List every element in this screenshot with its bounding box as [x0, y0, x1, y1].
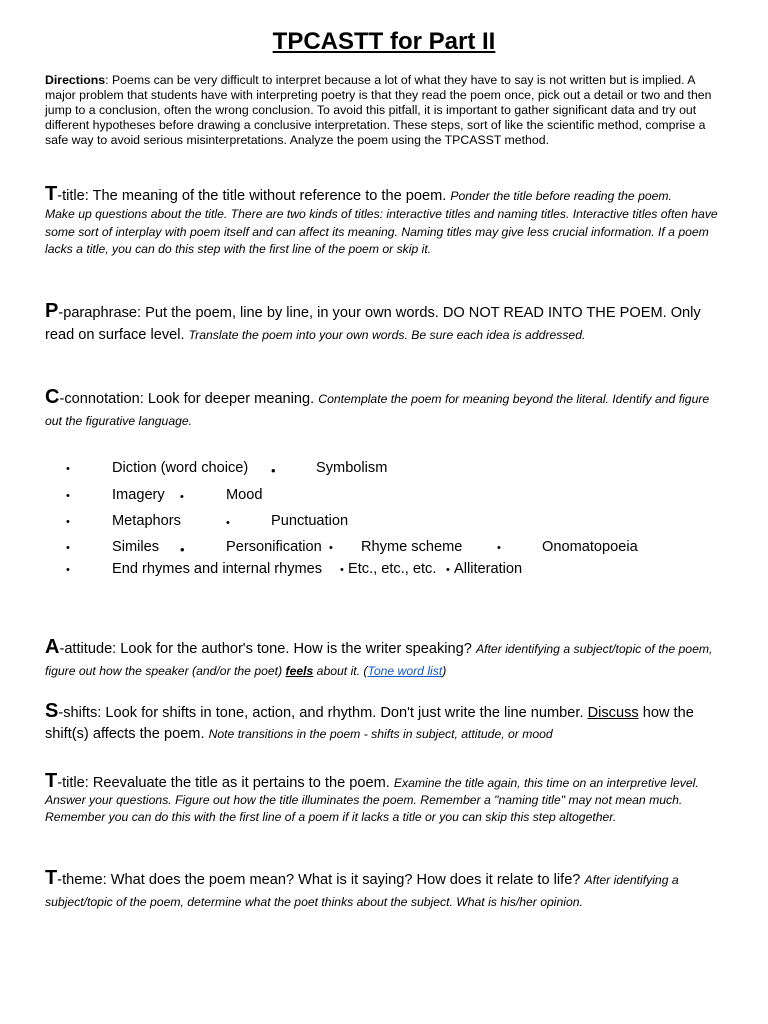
- bullet-icon: •: [180, 491, 184, 503]
- section-paraphrase-main: -paraphrase: Put the poem, line by line, in your own words. DO NOT READ INTO THE POEM. Only read on surface level.: [45, 305, 701, 343]
- section-attitude-main: -attitude: Look for the author's tone. How is the writer speaking?: [59, 641, 476, 657]
- section-attitude: [45, 636, 725, 682]
- section-connotation: [45, 386, 725, 432]
- bullet-icon: •: [66, 564, 70, 576]
- bullet-icon: •: [340, 564, 344, 576]
- section-paraphrase-letter: P: [45, 300, 59, 322]
- section-connotation-inline: Contemplate the poem for meaning beyond the literal. Identify and figure out the figurative language.: [45, 392, 710, 428]
- section-shifts-inline: Note transitions in the poem - shifts in subject, attitude, or mood: [208, 727, 553, 741]
- bullet-rhyme-scheme: Rhyme scheme: [361, 539, 463, 555]
- bullet-similes: Similes: [112, 539, 160, 555]
- section-attitude-heading: [45, 636, 725, 682]
- bullet-icon: •: [226, 517, 230, 529]
- bullet-icon: •: [66, 463, 70, 475]
- directions-label: Directions: [45, 73, 106, 87]
- section-connotation-letter: C: [45, 386, 60, 408]
- section-shifts-letter: S: [45, 700, 59, 722]
- section-title-revisit-main: -title: Reevaluate the title as it pertains to the poem.: [57, 775, 394, 791]
- tone-word-list-link[interactable]: Tone word list: [367, 664, 443, 678]
- section-paraphrase-inline: Translate the poem into your own words. Be sure each idea is addressed.: [188, 328, 586, 342]
- section-theme-main: -theme: What does the poem mean? What is it saying? How does it relate to life?: [57, 872, 585, 888]
- section-title-inline: Ponder the title before reading the poem.: [450, 189, 672, 203]
- bullet-icon: •: [66, 516, 70, 528]
- section-title-revisit-inline: Examine the title again, this time on an interpretive level.: [393, 776, 699, 790]
- bullet-punctuation: Punctuation: [271, 513, 349, 529]
- bullet-personification: Personification: [226, 539, 322, 555]
- bullet-imagery: Imagery: [112, 487, 165, 503]
- section-shifts: [45, 701, 725, 745]
- section-attitude-inline: After identifying a subject/topic of the poem, figure out how the speaker (and/or the poet): [45, 642, 713, 678]
- section-shifts-discuss: Discuss: [587, 705, 639, 721]
- bullet-icon: •: [66, 542, 70, 554]
- section-shifts-main: -shifts: Look for shifts in tone, action, and rhythm. Don't just write the line number.: [58, 705, 588, 721]
- section-shifts-main-2: how the shift(s) affects the poem.: [45, 705, 694, 742]
- section-theme-inline: After identifying a subject/topic of the poem, determine what the poet thinks about the subject. What is his/her opinion.: [45, 873, 679, 909]
- section-connotation-main: -connotation: Look for deeper meaning.: [59, 391, 319, 407]
- section-attitude-letter: A: [45, 636, 60, 658]
- bullet-icon: •: [329, 542, 333, 554]
- bullet-icon: •: [66, 490, 70, 502]
- section-theme-letter: T: [45, 867, 58, 889]
- section-title-heading: [45, 184, 725, 206]
- section-title-revisit-description: Answer your questions. Figure out how the title illuminates the poem. Remember a "naming title" may not mean much. Remember you can do this with the first line of a poem if it lacks a title or you can skip this step altogether.: [45, 793, 683, 824]
- bullet-diction: Diction (word choice): [112, 460, 249, 476]
- section-connotation-heading: [45, 386, 725, 432]
- directions-paragraph: [45, 73, 725, 148]
- page-title: TPCASTT for Part II: [272, 28, 496, 55]
- bullet-metaphors: Metaphors: [112, 513, 181, 529]
- bullet-alliteration: Alliteration: [454, 561, 523, 577]
- section-title-revisit-heading: [45, 772, 725, 792]
- section-theme-heading: [45, 867, 725, 913]
- section-title-revisit-letter: T: [45, 770, 58, 792]
- section-title-letter: T: [45, 183, 58, 205]
- bullet-icon: •: [271, 463, 276, 478]
- bullet-mood: Mood: [226, 487, 263, 503]
- section-title: [45, 184, 725, 259]
- section-attitude-inline-2: about it. (: [313, 664, 368, 678]
- bullet-icon: •: [180, 542, 185, 557]
- section-attitude-feels: feels: [285, 664, 314, 678]
- section-shifts-heading: [45, 701, 725, 745]
- bullet-symbolism: Symbolism: [316, 460, 388, 476]
- bullet-icon: •: [497, 542, 501, 554]
- bullet-etc: Etc., etc., etc.: [348, 561, 437, 577]
- section-title-main: -title: The meaning of the title without reference to the poem.: [57, 188, 451, 204]
- section-attitude-close: ): [442, 664, 447, 678]
- section-theme: [45, 867, 725, 913]
- section-title-description: Make up questions about the title. There are two kinds of titles: interactive titles and naming titles. Interactive titles often have some sort of interplay with poem itself and can affect its meaning. Naming titles may give less crucial information. If a poem lacks a title, you can do this step with the first line of the poem or skip it.: [45, 207, 718, 256]
- bullet-onomatopoeia: Onomatopoeia: [542, 539, 638, 555]
- bullet-icon: •: [446, 564, 450, 576]
- directions-text: : Poems can be very difficult to interpret because a lot of what they have to say is not written but is implied. A major problem that students have with interpreting poetry is that they read the poem once, pick out a detail or two and then jump to a conclusion, often the wrong conclusion. To avoid this pitfall, it is important to gather significant data and try out different hypotheses before drawing a conclusive interpretation. These steps, sort of like the scientific method, comprise a safe way to avoid serious misinterpretations. Analyze the poem using the TPCASST method.: [45, 73, 712, 147]
- section-title-revisit: [45, 772, 725, 825]
- section-paraphrase: [45, 300, 725, 346]
- bullet-end-rhymes: End rhymes and internal rhymes: [112, 561, 323, 577]
- section-paraphrase-heading: [45, 300, 725, 346]
